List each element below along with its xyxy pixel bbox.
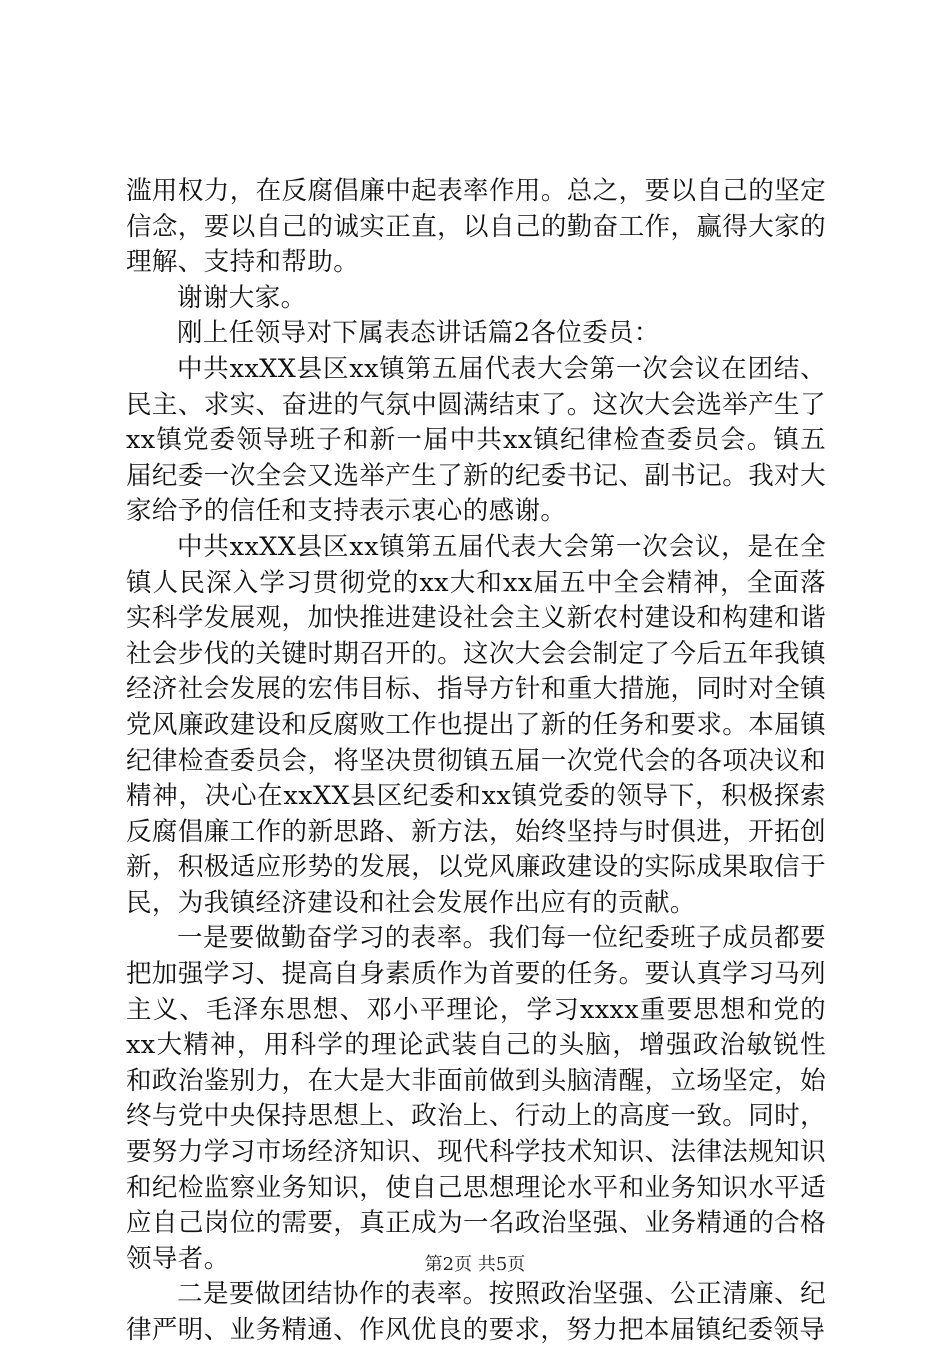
paragraph-continuation: 滥用权力，在反腐倡廉中起表率作用。总之，要以自己的坚定信念，要以自己的诚实正直，以自己的勤奋工作，赢得大家的理解、支持和帮助。	[126, 176, 826, 278]
page-number-footer: 第2页 共5页	[424, 1254, 526, 1275]
paragraph-point-two: 二是要做团结协作的表率。按照政治坚强、公正清廉、纪律严明、业务精通、作风优良的要求，努力把本届镇纪委领导	[126, 1279, 826, 1345]
paragraph-congress-conclusion: 中共xxXX县区xx镇第五届代表大会第一次会议在团结、民主、求实、奋进的气氛中圆满结束了。这次大会选举产生了xx镇党委领导班子和新一届中共xx镇纪律检查委员会。镇五届纪委一次全会又选举产生了新的纪委书记、副书记。我对大家给予的信任和支持表示衷心的感谢。	[126, 353, 826, 527]
document-body	[126, 174, 826, 1349]
paragraph-thanks: 谢谢大家。	[177, 282, 307, 313]
paragraph-section-heading: 刚上任领导对下属表态讲话篇2各位委员：	[177, 318, 660, 349]
paragraph-point-one: 一是要做勤奋学习的表率。我们每一位纪委班子成员都要把加强学习、提高自身素质作为首要的任务。要认真学习马列主义、毛泽东思想、邓小平理论，学习xxxx重要思想和党的xx大精神，用科学的理论武装自己的头脑，增强政治敏锐性和政治鉴别力，在大是大非面前做到头脑清醒，立场坚定，始终与党中央保持思想上、政治上、行动上的高度一致。同时，要努力学习市场经济知识、现代科学技术知识、法律法规知识和纪检监察业务知识，使自己思想理论水平和业务知识水平适应自己岗位的需要，真正成为一名政治坚强、业务精通的合格领导者。	[126, 923, 826, 1274]
paragraph-congress-context: 中共xxXX县区xx镇第五届代表大会第一次会议，是在全镇人民深入学习贯彻党的xx大和xx届五中全会精神，全面落实科学发展观，加快推进建设社会主义新农村建设和构建和谐社会步伐的关键时期召开的。这次大会会制定了今后五年我镇经济社会发展的宏伟目标、指导方针和重大措施，同时对全镇党风廉政建设和反腐败工作也提出了新的任务和要求。本届镇纪律检查委员会，将坚决贯彻镇五届一次党代会的各项决议和精神，决心在xxXX县区纪委和xx镇党委的领导下，积极探索反腐倡廉工作的新思路、新方法，始终坚持与时俱进，开拓创新，积极适应形势的发展，以党风廉政建设的实际成果取信于民，为我镇经济建设和社会发展作出应有的贡献。	[126, 531, 826, 918]
